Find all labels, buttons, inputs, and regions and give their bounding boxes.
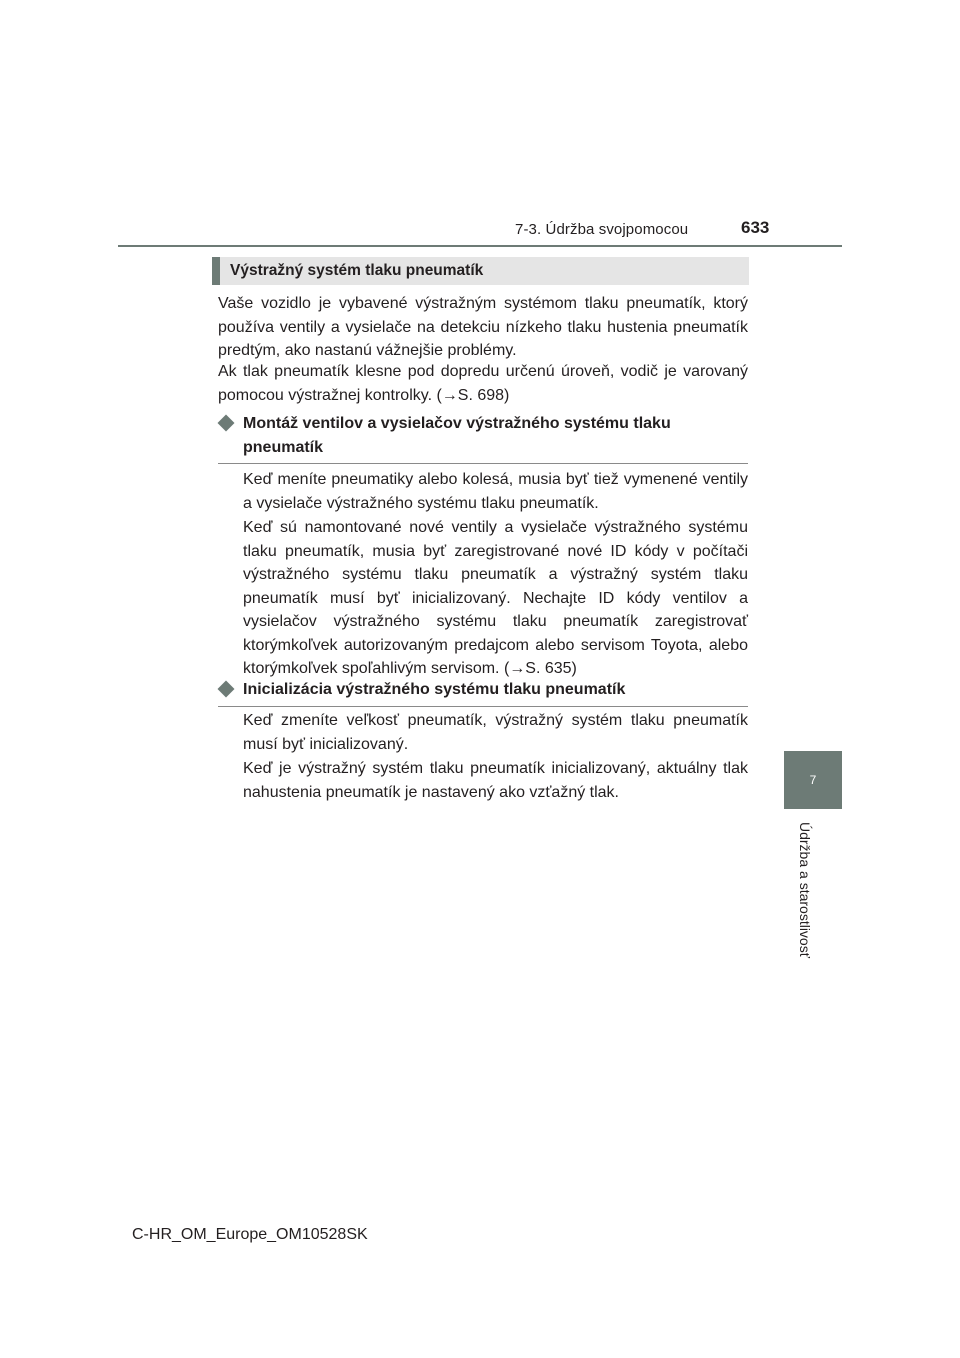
subsection-heading xyxy=(218,412,748,464)
body-paragraph: Keď sú namontované nové ventily a vysielače výstražného systému tlaku pneumatík, musia byť zaregistrované nové ID kódy v počítači výstražného systému tlaku pneumatík a výstražný systém tlaku pneumatík musí byť inicializovaný. Nechajte ID kódy ventilov a vysielačov výstražného systému tlaku pneumatík zaregistrovať ktorýmkoľvek autorizovaným predajcom alebo servisom Toyota, alebo ktorýmkoľvek spoľahlivým servisom. (→S. 635) xyxy=(243,519,748,677)
intro-paragraph-2: Ak tlak pneumatík klesne pod dopredu určenú úroveň, vodič je varovaný pomocou výstražnej kontrolky. (→S. 698) xyxy=(218,363,748,404)
chapter-tab xyxy=(784,751,842,809)
header-divider xyxy=(118,245,842,247)
chapter-number: 7 xyxy=(809,773,817,787)
body-paragraph: Keď zmeníte veľkosť pneumatík, výstražný systém tlaku pneumatík musí byť inicializovaný. xyxy=(243,712,748,753)
body-paragraph: Keď je výstražný systém tlaku pneumatík inicializovaný, aktuálny tlak nahustenia pneumatík je nastavený ako vzťažný tlak. xyxy=(243,760,748,801)
diamond-bullet-icon xyxy=(218,681,235,698)
header-section-title: 7-3. Údržba svojpomocou xyxy=(515,221,689,238)
section-title: Výstražný systém tlaku pneumatík xyxy=(230,262,484,279)
chapter-label: Údržba a starostlivosť xyxy=(797,822,813,958)
intro-paragraph-1: Vaše vozidlo je vybavené výstražným systémom tlaku pneumatík, ktorý používa ventily a vysielače na detekciu nízkeho tlaku hustenia pneumatík predtým, ako nastanú vážnejšie problémy. xyxy=(218,295,748,359)
subsection-heading xyxy=(218,678,748,707)
page-number: 633 xyxy=(741,218,770,237)
body-paragraph: Keď meníte pneumatiky alebo kolesá, musia byť tiež vymenené ventily a vysielače výstražného systému tlaku pneumatík. xyxy=(243,471,748,512)
diamond-bullet-icon xyxy=(218,415,235,432)
document-code-footer: C-HR_OM_Europe_OM10528SK xyxy=(132,1226,368,1243)
section-title-bar xyxy=(212,257,749,285)
subsection-title: Montáž ventilov a vysielačov výstražného systému tlaku pneumatík xyxy=(243,415,671,456)
subsection-title: Inicializácia výstražného systému tlaku pneumatík xyxy=(243,681,626,698)
